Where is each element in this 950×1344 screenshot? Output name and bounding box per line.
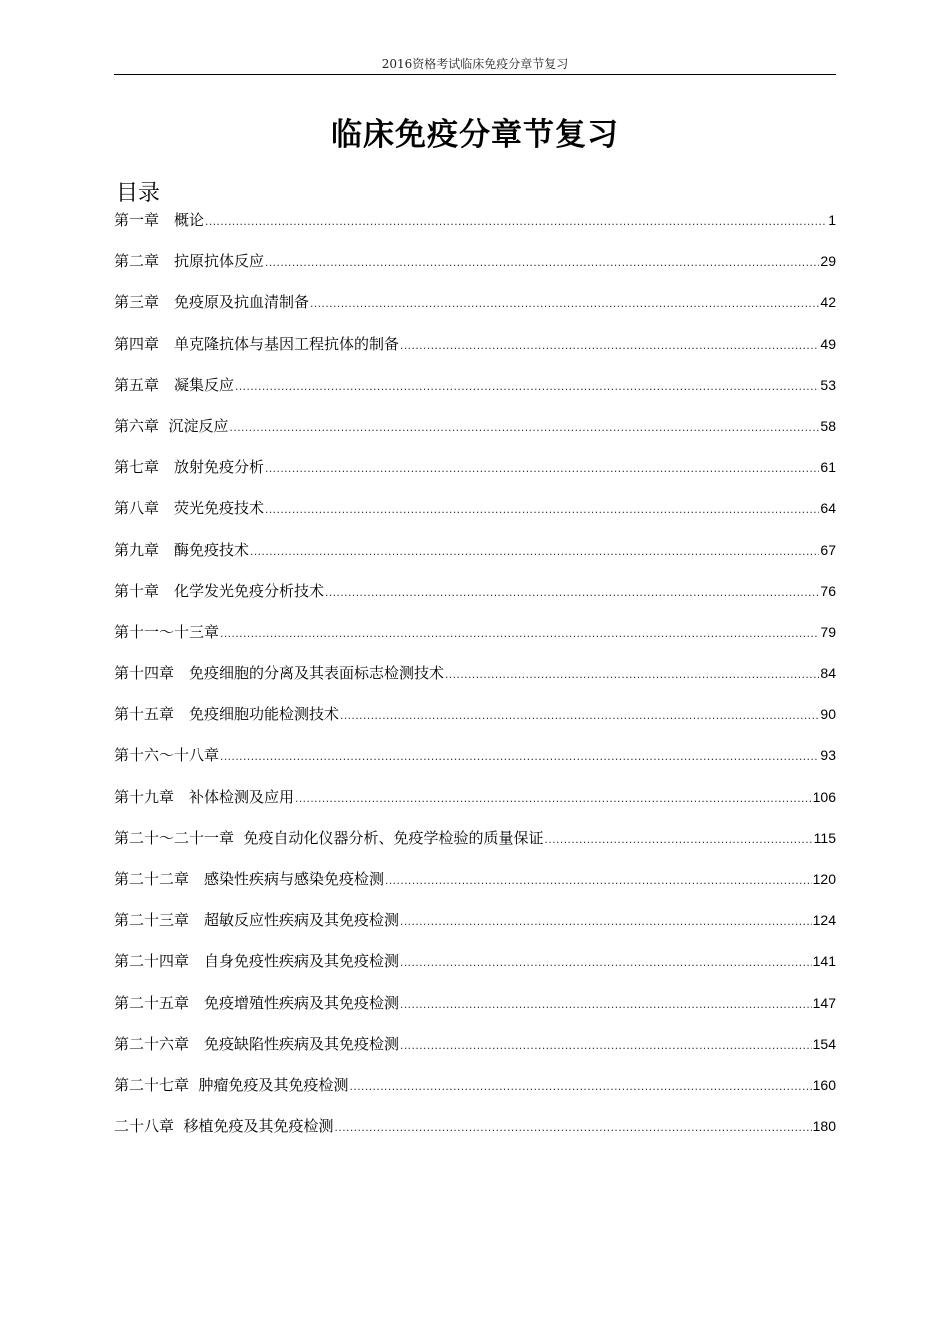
table-of-contents (114, 209, 836, 1156)
toc-dot-leader (220, 745, 819, 767)
toc-dot-leader (265, 251, 819, 273)
toc-entry[interactable] (114, 539, 836, 580)
toc-entry[interactable] (114, 662, 836, 703)
toc-dot-leader (400, 951, 812, 973)
toc-entry-page-number[interactable]: 42 (820, 294, 836, 311)
header-rule (114, 74, 836, 75)
toc-entry-page-number[interactable]: 154 (812, 1035, 836, 1052)
toc-entry[interactable] (114, 333, 836, 374)
toc-dot-leader (235, 375, 819, 397)
document-title: 临床免疫分章节复习 (331, 117, 619, 153)
toc-entry-label[interactable]: 第二十～二十一章 免疫自动化仪器分析、免疫学检验的质量保证 (114, 828, 544, 847)
toc-dot-leader (220, 622, 819, 644)
toc-entry-label[interactable]: 第六章 沉淀反应 (114, 416, 229, 435)
toc-entry[interactable] (114, 456, 836, 497)
toc-dot-leader (250, 540, 819, 562)
toc-entry-label[interactable]: 第七章 放射免疫分析 (114, 458, 265, 477)
toc-dot-leader (205, 210, 827, 232)
toc-entry-page-number[interactable]: 93 (820, 747, 836, 764)
toc-entry-label[interactable]: 第八章 荧光免疫技术 (114, 499, 265, 518)
toc-entry-page-number[interactable]: 160 (812, 1076, 836, 1093)
toc-entry-page-number[interactable]: 61 (820, 459, 836, 476)
toc-entry-label[interactable]: 第二章 抗原抗体反应 (114, 252, 265, 271)
toc-dot-leader (400, 1034, 812, 1056)
toc-entry[interactable] (114, 209, 836, 250)
toc-entry-label[interactable]: 第十九章 补体检测及应用 (114, 787, 295, 806)
toc-dot-leader (350, 1075, 812, 1097)
toc-entry[interactable] (114, 950, 836, 991)
toc-entry-page-number[interactable]: 79 (820, 623, 836, 640)
toc-entry-page-number[interactable]: 180 (812, 1118, 836, 1135)
page-header: 2016资格考试临床免疫分章节复习 (381, 57, 569, 71)
toc-entry[interactable] (114, 909, 836, 950)
toc-dot-leader (265, 457, 819, 479)
toc-entry-label[interactable]: 第四章 单克隆抗体与基因工程抗体的制备 (114, 334, 400, 353)
toc-entry[interactable] (114, 868, 836, 909)
toc-dot-leader (325, 581, 819, 603)
toc-entry-page-number[interactable]: 90 (820, 706, 836, 723)
toc-dot-leader (230, 416, 820, 438)
toc-entry-page-number[interactable]: 120 (812, 871, 836, 887)
toc-dot-leader (340, 704, 819, 726)
toc-entry[interactable] (114, 1115, 836, 1156)
toc-dot-leader (400, 910, 812, 932)
toc-entry-page-number[interactable]: 49 (820, 335, 836, 352)
toc-dot-leader (335, 1116, 812, 1138)
toc-entry-page-number[interactable]: 67 (820, 541, 836, 558)
toc-entry-label[interactable]: 第三章 免疫原及抗血清制备 (114, 293, 310, 312)
toc-entry-label[interactable]: 第二十二章 感染性疾病与感染免疫检测 (114, 870, 385, 888)
toc-entry[interactable] (114, 250, 836, 291)
toc-entry-label[interactable]: 第十一～十三章 (114, 622, 220, 641)
toc-entry-page-number[interactable]: 115 (813, 829, 836, 846)
toc-entry-label[interactable]: 第二十六章 免疫缺陷性疾病及其免疫检测 (114, 1034, 400, 1053)
toc-entry-page-number[interactable]: 84 (820, 665, 836, 682)
toc-entry-page-number[interactable]: 58 (820, 417, 836, 434)
toc-entry[interactable] (114, 621, 836, 662)
toc-entry-page-number[interactable]: 141 (812, 953, 836, 970)
toc-entry-label[interactable]: 第二十三章 超敏反应性疾病及其免疫检测 (114, 911, 400, 930)
toc-entry[interactable] (114, 827, 836, 868)
toc-dot-leader (400, 334, 819, 356)
toc-entry-page-number[interactable]: 1 (828, 212, 836, 228)
toc-dot-leader (545, 828, 813, 850)
toc-entry[interactable] (114, 1033, 836, 1074)
toc-entry-page-number[interactable]: 29 (820, 253, 836, 270)
toc-dot-leader (400, 993, 812, 1015)
toc-entry-page-number[interactable]: 106 (812, 788, 836, 805)
toc-entry[interactable] (114, 374, 836, 415)
toc-entry[interactable] (114, 744, 836, 785)
toc-dot-leader (265, 498, 819, 520)
toc-entry-label[interactable]: 第十六～十八章 (114, 746, 220, 765)
toc-entry[interactable] (114, 703, 836, 744)
toc-entry-label[interactable]: 第九章 酶免疫技术 (114, 540, 250, 559)
toc-entry-page-number[interactable]: 53 (820, 376, 836, 393)
toc-dot-leader (295, 787, 812, 809)
toc-entry-label[interactable]: 二十八章 移植免疫及其免疫检测 (114, 1117, 334, 1136)
toc-entry[interactable] (114, 497, 836, 538)
toc-entry-label[interactable]: 第二十七章 肿瘤免疫及其免疫检测 (114, 1075, 349, 1094)
toc-entry[interactable] (114, 580, 836, 621)
toc-entry-page-number[interactable]: 124 (812, 912, 836, 929)
toc-dot-leader (445, 663, 819, 685)
toc-entry-label[interactable]: 第十五章 免疫细胞功能检测技术 (114, 705, 340, 724)
toc-entry[interactable] (114, 1074, 836, 1115)
toc-entry-label[interactable]: 第二十五章 免疫增殖性疾病及其免疫检测 (114, 993, 400, 1012)
toc-entry-label[interactable]: 第十章 化学发光免疫分析技术 (114, 581, 325, 600)
toc-entry-page-number[interactable]: 147 (812, 994, 836, 1011)
toc-dot-leader (310, 292, 819, 314)
toc-entry-label[interactable]: 第十四章 免疫细胞的分离及其表面标志检测技术 (114, 664, 445, 683)
toc-dot-leader (385, 869, 812, 891)
toc-entry[interactable] (114, 415, 836, 456)
toc-entry[interactable] (114, 786, 836, 827)
toc-entry[interactable] (114, 992, 836, 1033)
toc-entry-label[interactable]: 第二十四章 自身免疫性疾病及其免疫检测 (114, 952, 400, 971)
toc-entry[interactable] (114, 291, 836, 332)
toc-entry-page-number[interactable]: 64 (820, 500, 836, 517)
toc-entry-page-number[interactable]: 76 (820, 582, 836, 599)
toc-entry-label[interactable]: 第五章 凝集反应 (114, 375, 235, 394)
toc-entry-label[interactable]: 第一章 概论 (114, 211, 205, 229)
toc-heading: 目录 (116, 181, 161, 206)
